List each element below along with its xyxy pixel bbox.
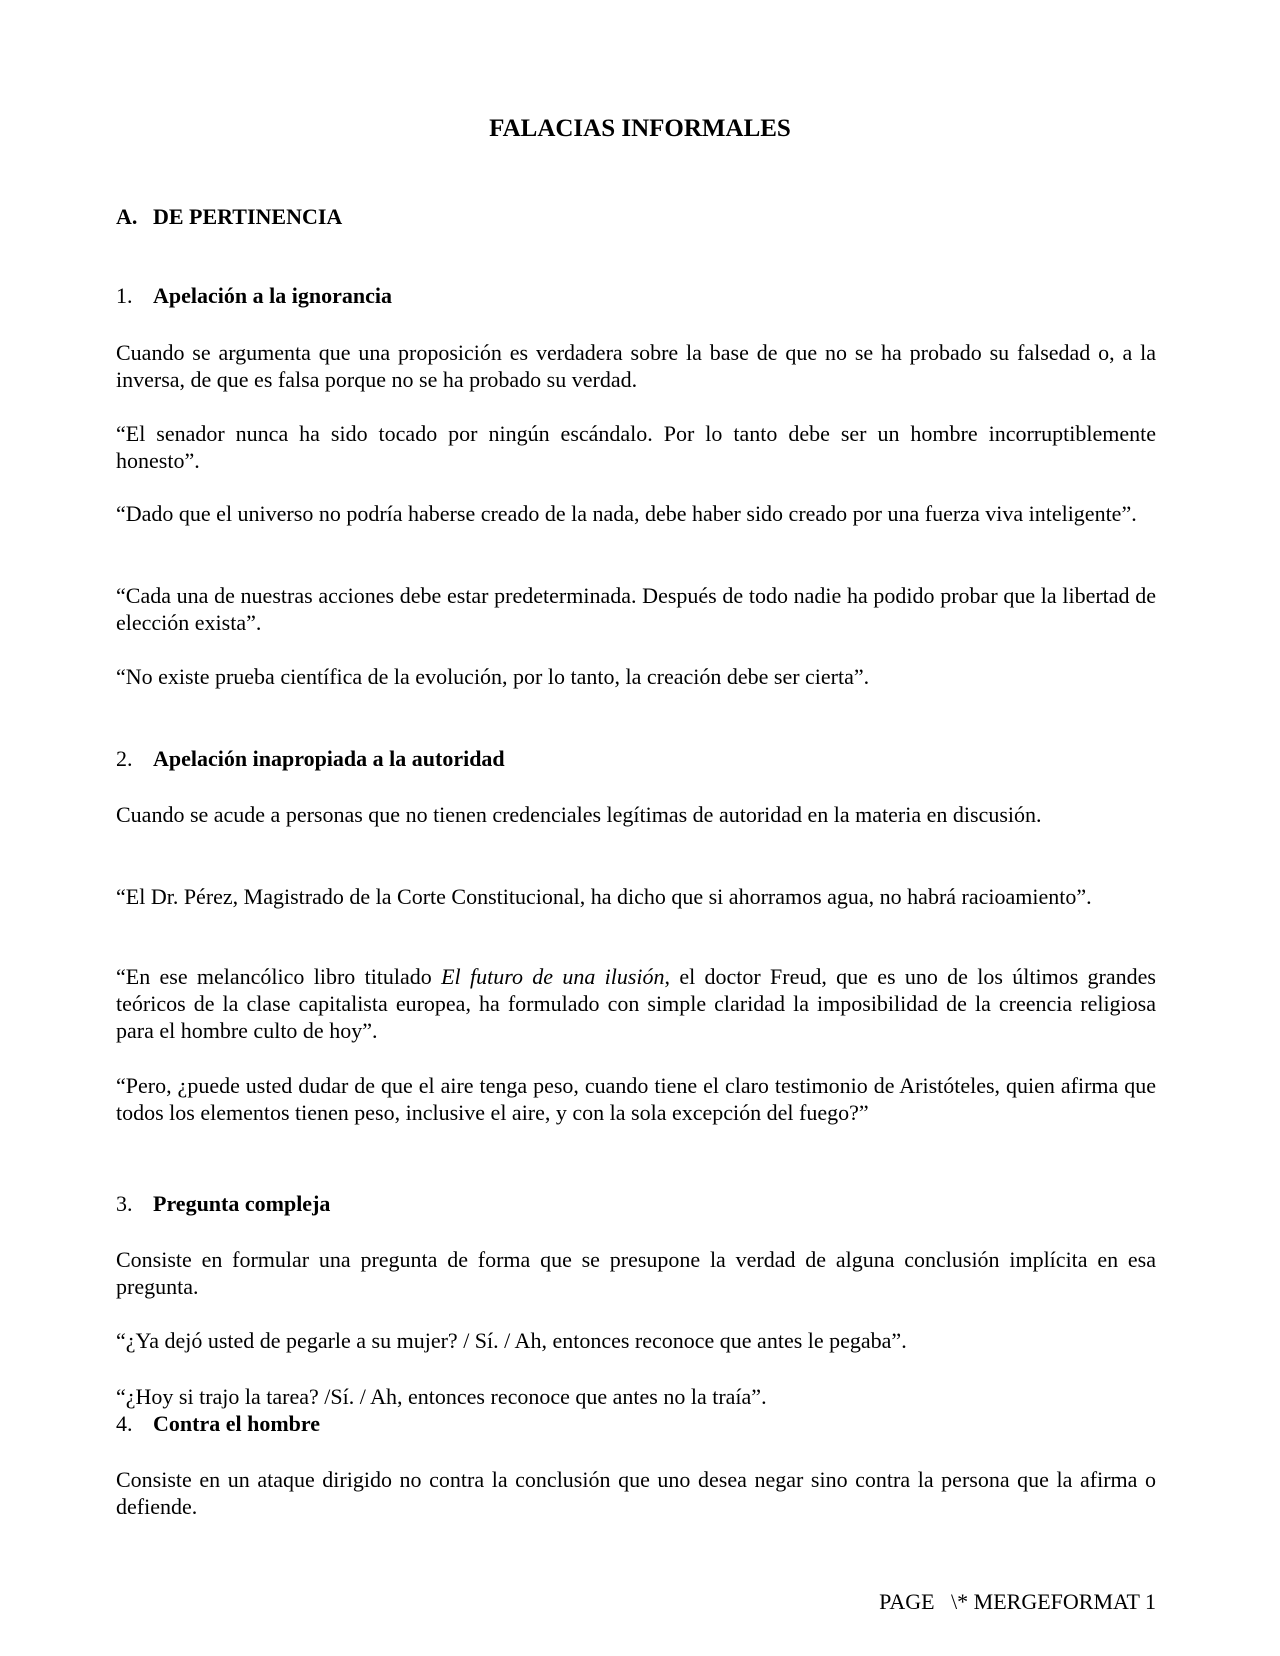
item-1-example-2: “Dado que el universo no podría haberse creado de la nada, debe haber sido creado por una fuerza viva inteligente”. xyxy=(116,501,1137,526)
item-1-example-4: “No existe prueba científica de la evolución, por lo tanto, la creación debe ser cierta”. xyxy=(116,664,870,689)
item-4-definition: Consiste en un ataque dirigido no contra la conclusión que uno desea negar sino contra la persona que la afirma o defiende. xyxy=(116,1467,1156,1519)
item-number: 3. xyxy=(116,1191,133,1216)
item-number: 2. xyxy=(116,746,133,771)
item-2-example-1: “El Dr. Pérez, Magistrado de la Corte Constitucional, ha dicho que si ahorramos agua, no habrá racioamiento”. xyxy=(116,884,1092,909)
item-title: Apelación a la ignorancia xyxy=(153,283,392,308)
item-number: 4. xyxy=(116,1411,133,1436)
item-1-example-3: “Cada una de nuestras acciones debe estar predeterminada. Después de todo nadie ha podido probar que la libertad de elección exista”. xyxy=(116,583,1156,635)
item-3-example-2: “¿Hoy si trajo la tarea? /Sí. / Ah, entonces reconoce que antes no la traía”. xyxy=(116,1384,767,1409)
section-heading xyxy=(116,203,342,231)
item-title: Contra el hombre xyxy=(153,1411,321,1436)
item-title: Pregunta compleja xyxy=(153,1191,331,1216)
item-3-example-1: “¿Ya dejó usted de pegarle a su mujer? / Sí. / Ah, entonces reconoce que antes le pegaba”. xyxy=(116,1328,907,1353)
item-2-example-2 xyxy=(116,963,1156,1044)
section-label: DE PERTINENCIA xyxy=(153,204,343,229)
item-2-definition: Cuando se acude a personas que no tienen credenciales legítimas de autoridad en la materia en discusión. xyxy=(116,802,1042,827)
item-2-example-3: “Pero, ¿puede usted dudar de que el aire tenga peso, cuando tiene el claro testimonio de Aristóteles, quien afirma que todos los elementos tienen peso, inclusive el aire, y con la sola excepción del fuego?” xyxy=(116,1073,1156,1125)
book-title: El futuro de una ilusión xyxy=(441,964,665,989)
item-heading-1 xyxy=(116,282,392,310)
item-1-definition: Cuando se argumenta que una proposición es verdadera sobre la base de que no se ha probado su falsedad o, a la inversa, de que es falsa porque no se ha probado su verdad. xyxy=(116,340,1156,392)
item-title: Apelación inapropiada a la autoridad xyxy=(153,746,505,771)
item-1-example-1: “El senador nunca ha sido tocado por ningún escándalo. Por lo tanto debe ser un hombre incorruptiblemente honesto”. xyxy=(116,421,1156,473)
item-heading-4 xyxy=(116,1410,320,1438)
item-heading-3 xyxy=(116,1190,330,1218)
example-text: , el doctor Freud, que es uno de los últimos grandes teóricos de la clase capitalista europea, ha formulado con simple claridad la imposibilidad de la creencia religiosa para el hombre culto de hoy”. xyxy=(116,964,1156,1043)
section-letter: A. xyxy=(116,204,138,229)
item-number: 1. xyxy=(116,283,133,308)
item-3-definition: Consiste en formular una pregunta de forma que se presupone la verdad de alguna conclusión implícita en esa pregunta. xyxy=(116,1247,1156,1299)
page-footer: PAGE \* MERGEFORMAT 1 xyxy=(879,1589,1156,1614)
document-title: FALACIAS INFORMALES xyxy=(489,115,791,142)
example-text: “En ese melancólico libro titulado xyxy=(116,964,442,989)
item-heading-2 xyxy=(116,745,505,773)
